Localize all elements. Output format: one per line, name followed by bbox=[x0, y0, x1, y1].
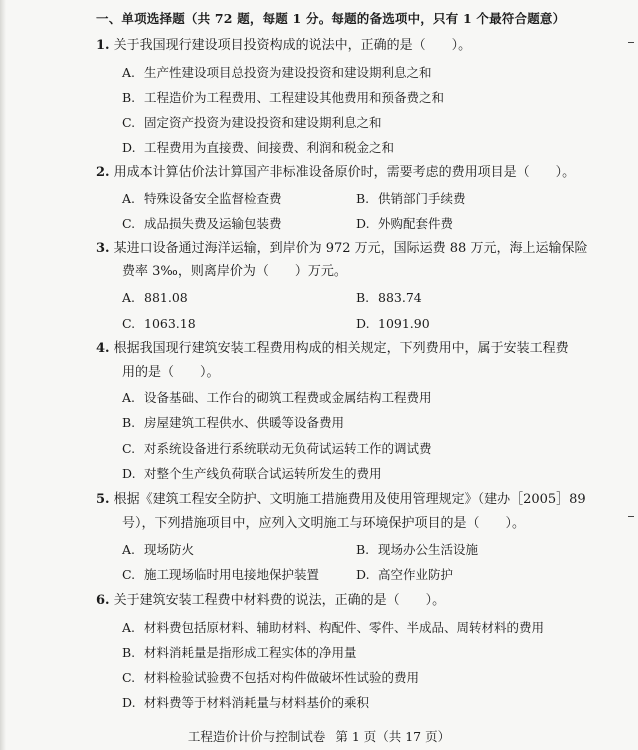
question-2-option-b: B. 供销部门手续费 bbox=[356, 191, 466, 206]
question-1-option-b: B. 工程造价为工程费用、工程建设其他费用和预备费之和 bbox=[122, 90, 445, 105]
question-number: 1. bbox=[96, 38, 110, 53]
question-6-option-c: C. 材料检验试验费不包括对构件做破坏性试验的费用 bbox=[122, 670, 420, 685]
question-1-option-d: D. 工程费用为直接费、间接费、利润和税金之和 bbox=[122, 140, 395, 155]
question-5-stem-continued: 号），下列措施项目中，应列入文明施工与环境保护项目的是（ ）。 bbox=[122, 516, 526, 531]
question-3-option-b: B. 883.74 bbox=[356, 290, 422, 305]
question-4-stem-continued: 用的是（ ）。 bbox=[122, 365, 220, 380]
question-number: 3. bbox=[96, 241, 110, 256]
footer-exam-title: 工程造价计价与控制试卷 bbox=[187, 729, 326, 744]
question-2-option-d: D. 外购配套件费 bbox=[356, 216, 454, 231]
question-number: 2. bbox=[96, 165, 110, 180]
question-2-option-a: A. 特殊设备安全监督检查费 bbox=[122, 191, 282, 206]
question-3-option-d: D. 1091.90 bbox=[356, 316, 430, 331]
question-6-option-b: B. 材料消耗量是指形成工程实体的净用量 bbox=[122, 645, 357, 660]
question-6-option-a: A. 材料费包括原材料、辅助材料、构配件、零件、半成品、周转材料的费用 bbox=[122, 620, 545, 635]
question-3-stem-continued: 费率 3‰，则离岸价为（ ）万元。 bbox=[122, 264, 347, 279]
section-header: 一、单项选择题（共 72 题，每题 1 分。每题的备选项中，只有 1 个最符合题意） bbox=[96, 11, 566, 26]
margin-tick bbox=[628, 516, 634, 517]
question-5-option-a: A. 现场防火 bbox=[122, 542, 195, 557]
question-number: 6. bbox=[96, 593, 110, 608]
question-5-option-d: D. 高空作业防护 bbox=[356, 567, 454, 582]
question-5-option-c: C. 施工现场临时用电接地保护装置 bbox=[122, 567, 320, 582]
question-2-option-c: C. 成品损失费及运输包装费 bbox=[122, 216, 282, 231]
question-3-option-c: C. 1063.18 bbox=[122, 316, 196, 331]
page-footer bbox=[0, 727, 638, 745]
footer-page-number: 第 1 页（共 17 页） bbox=[335, 729, 451, 744]
question-4-option-d: D. 对整个生产线负荷联合试运转所发生的费用 bbox=[122, 466, 382, 481]
question-5-option-b: B. 现场办公生活设施 bbox=[356, 542, 479, 557]
margin-tick bbox=[628, 42, 634, 43]
question-6-option-d: D. 材料费等于材料消耗量与材料基价的乘积 bbox=[122, 695, 370, 710]
question-1-stem: 1. 关于我国现行建设项目投资构成的说法中，正确的是（ ）。 bbox=[96, 38, 472, 53]
question-4-option-a: A. 设备基础、工作台的砌筑工程费或金属结构工程费用 bbox=[122, 390, 432, 405]
question-3-option-a: A. 881.08 bbox=[122, 290, 188, 305]
page-edge-shadow bbox=[0, 0, 6, 750]
question-5-stem: 5. 根据《建筑工程安全防护、文明施工措施费用及使用管理规定》（建办［2005］89 bbox=[96, 492, 586, 507]
question-1-option-c: C. 固定资产投资为建设投资和建设期利息之和 bbox=[122, 115, 382, 130]
question-number: 5. bbox=[96, 492, 110, 507]
question-4-stem: 4. 根据我国现行建筑安装工程费用构成的相关规定，下列费用中，属于安装工程费 bbox=[96, 341, 569, 356]
question-number: 4. bbox=[96, 341, 110, 356]
question-4-option-b: B. 房屋建筑工程供水、供暖等设备费用 bbox=[122, 415, 345, 430]
question-3-stem: 3. 某进口设备通过海洋运输，到岸价为 972 万元，国际运费 88 万元，海上运输保险 bbox=[96, 241, 588, 256]
question-1-option-a: A. 生产性建设项目总投资为建设投资和建设期利息之和 bbox=[122, 65, 432, 80]
question-2-stem: 2. 用成本计算估价法计算国产非标准设备原价时，需要考虑的费用项目是（ ）。 bbox=[96, 165, 576, 180]
question-6-stem: 6. 关于建筑安装工程费中材料费的说法，正确的是（ ）。 bbox=[96, 593, 446, 608]
question-4-option-c: C. 对系统设备进行系统联动无负荷试运转工作的调试费 bbox=[122, 441, 432, 456]
